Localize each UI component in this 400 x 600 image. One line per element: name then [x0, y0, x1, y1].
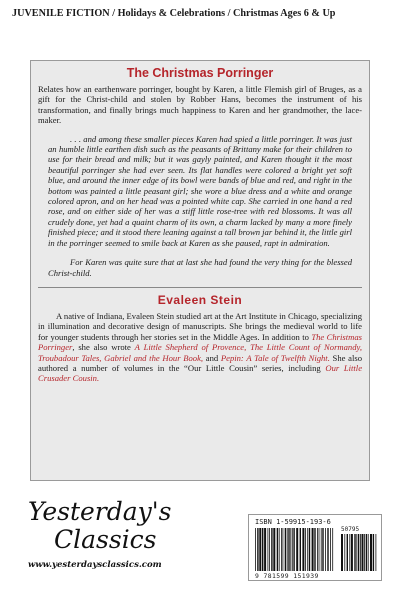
- price-code: 50795: [341, 526, 360, 533]
- barcode-bar: [356, 534, 357, 571]
- barcode-bar: [358, 534, 359, 571]
- barcode-bar: [321, 528, 322, 571]
- author-name: Evaleen Stein: [157, 292, 243, 307]
- barcode-bar: [283, 528, 284, 571]
- barcode-bar: [287, 528, 288, 571]
- barcode-bar: [292, 528, 293, 571]
- bio-text-1: A native of Indiana, Evaleen Stein studied art at the Art Institute in Chicago, specializing in illumination and decorative design of manuscripts. She brings the medieval world to life for younger students through her stories set in the Middle Ages. In addition to: [38, 310, 362, 342]
- barcode-bar: [257, 528, 258, 571]
- excerpt-paragraph-2: For Karen was quite sure that at last she had found the very thing for the blessed Christ-child.: [48, 257, 352, 278]
- barcode-bar: [314, 528, 315, 571]
- barcode-bar: [376, 534, 377, 571]
- barcode-bar: [368, 534, 369, 571]
- ean-number: 9 781599 151939: [255, 572, 319, 580]
- barcode-bar: [259, 528, 261, 571]
- barcode-bar: [255, 528, 256, 571]
- barcode-bar: [309, 528, 310, 571]
- barcode-bar: [364, 534, 365, 571]
- section-divider: [38, 287, 362, 288]
- barcode: [248, 514, 382, 581]
- barcode-bar: [332, 528, 333, 571]
- book-excerpt: [48, 134, 352, 278]
- barcode-bar: [349, 534, 350, 571]
- category-line: JUVENILE FICTION / Holidays & Celebrations / Christmas Ages 6 & Up: [12, 8, 336, 19]
- barcode-bar: [325, 528, 326, 571]
- barcode-bar: [317, 528, 318, 571]
- bio-text-3: and: [203, 352, 221, 363]
- barcode-bar: [264, 528, 266, 571]
- barcode-bar: [269, 528, 270, 571]
- barcode-bar: [277, 528, 278, 571]
- barcode-bar: [262, 528, 263, 571]
- barcode-bar: [330, 528, 331, 571]
- barcode-bar: [344, 534, 345, 571]
- barcode-bar: [360, 534, 361, 571]
- barcode-bar: [327, 528, 328, 571]
- barcode-bar: [319, 528, 320, 571]
- bio-title-4: Our Little Crusader Cousin.: [38, 362, 363, 384]
- book-summary: Relates how an earthenware porringer, bought by Karen, a little Flemish girl of Bruges, as a gift for the Christ-child and stolen by Robber Hans, becomes the instrument of his transformation, and finally brings much happiness to Karen and her grandmother, the lace-maker.: [38, 84, 362, 126]
- bio-text-2: , she also wrote: [72, 342, 135, 353]
- book-title: The Christmas Porringer: [126, 66, 274, 80]
- barcode-bar: [268, 528, 269, 571]
- barcode-bar: [281, 528, 282, 571]
- barcode-bar: [373, 534, 374, 571]
- bio-text-4: She also authored a number of volumes in the “Our Little Cousin” series, including: [38, 352, 362, 373]
- logo-line-1: Yesterday's: [28, 497, 172, 526]
- barcode-bar: [288, 528, 289, 571]
- barcode-bar: [354, 534, 355, 571]
- barcode-bar: [362, 534, 364, 571]
- barcode-bar: [273, 528, 275, 571]
- barcode-bar: [366, 534, 367, 571]
- barcode-bar: [312, 528, 314, 571]
- barcode-bar: [302, 528, 304, 571]
- publisher-website: www.yesterdaysclassics.com: [28, 560, 162, 570]
- barcode-bar: [285, 528, 286, 571]
- barcode-bar: [322, 528, 323, 571]
- author-bio: [38, 311, 362, 384]
- barcode-bar: [290, 528, 291, 571]
- bio-title-2: A Little Shepherd of Provence, The Little Count of Normandy, Troubadour Tales, Gabriel and the Hour Book,: [38, 342, 363, 363]
- barcode-bar: [351, 534, 353, 571]
- bio-title-3: Pepin: A Tale of Twelfth Night.: [220, 352, 330, 363]
- barcode-bar: [293, 528, 294, 571]
- description-panel: [30, 60, 370, 481]
- isbn-label: ISBN 1-59915-193-6: [255, 518, 331, 526]
- publisher-logo: [28, 498, 178, 588]
- barcode-bar: [347, 534, 348, 571]
- bio-title-1: The Christmas Porringer: [38, 331, 362, 353]
- barcode-bar: [305, 528, 306, 571]
- barcode-bar: [300, 528, 301, 571]
- barcode-bar: [341, 534, 343, 571]
- logo-line-2: Classics: [54, 525, 157, 554]
- barcode-bar: [370, 534, 372, 571]
- barcode-bar: [307, 528, 308, 571]
- excerpt-paragraph-1: . . . and among these smaller pieces Karen had spied a little porringer. It was just an humble little earthen dish such as the peasants of Brittany make for their children to use for their bread and milk; but it was gayly painted, and Karen thought it the most beautiful porringer she had ever seen. Its flat handles were colored a bright yet soft blue, and around the inner edge of its bowl were bands of blue and red, and right in the bottom was painted a little peasant girl; she wore a blue dress and a white and orange colored apron, and on her head was a pointed white cap. She carried in one hand a red rose, and on either side of her was a stiff little rose-tree with red blossoms. It was all crudely done, yet had a quaint charm of its own, a charm lacked by many a more finely finished piece; and it stood there leaning against a tall brown jar behind it, the little girl in the porringer seemed to smile back at Karen as she paused, rapt in admiration.: [48, 133, 352, 248]
- barcode-bar: [279, 528, 280, 571]
- barcode-bar: [296, 528, 298, 571]
- barcode-bar: [271, 528, 272, 571]
